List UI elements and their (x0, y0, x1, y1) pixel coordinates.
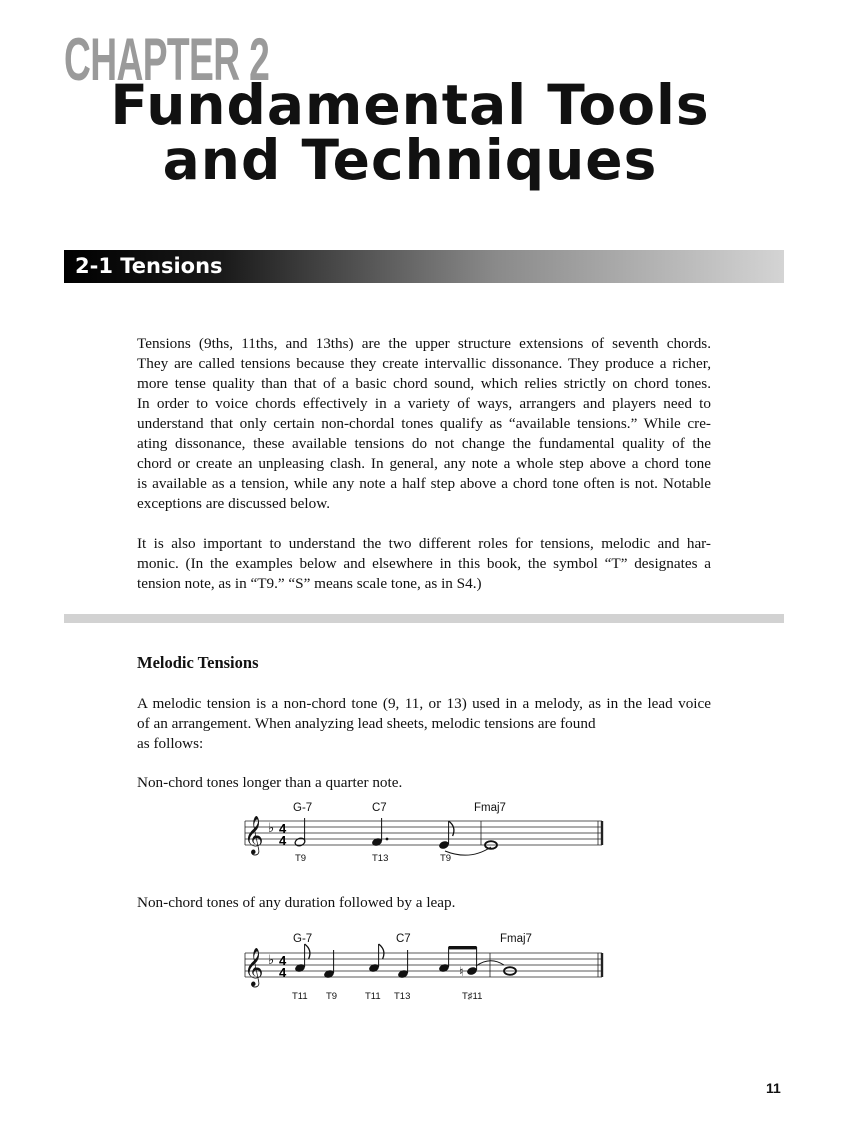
chord-symbol: Fmaj7 (474, 802, 506, 814)
section-heading: 2-1 Tensions (75, 254, 223, 278)
example-1-caption: Non-chord tones longer than a quarter note. (137, 774, 403, 791)
tension-label: T13 (372, 853, 389, 864)
paragraph-line: exceptions are discussed below. (137, 495, 331, 512)
paragraph-line: They are called tensions because they create intervallic dissonance. They produce a richer, (137, 355, 711, 372)
paragraph-line: A melodic tension is a non-chord tone (9, 11, or 13) used in a melody, as in the lead voice (137, 695, 711, 712)
flat-icon: ♭ (268, 953, 275, 968)
paragraph-line: monic. (In the examples below and elsewhere in this book, the symbol “T” designates a (137, 555, 711, 572)
time-signature-bottom: 4 (279, 965, 287, 980)
tension-label: T11 (365, 991, 381, 1002)
paragraph-line: It is also important to understand the two different roles for tensions, melodic and har- (137, 535, 711, 552)
time-signature-bottom: 4 (279, 833, 287, 848)
treble-clef-icon: 𝄞 (244, 947, 264, 986)
chord-symbol: Fmaj7 (500, 933, 532, 945)
paragraph-line: more tense quality than that of a basic chord sound, which relies strictly on chord tones. (137, 375, 711, 392)
chapter-title-line-1: Fundamental Tools (110, 73, 710, 137)
chapter-title (0, 73, 820, 192)
tie (445, 847, 491, 855)
eighth-note (438, 821, 454, 850)
flat-icon: ♭ (268, 821, 275, 836)
melodic-paragraph (137, 694, 711, 754)
paragraph-line: chord or create an unpleasing clash. In general, any note a whole step above a chord tone (137, 455, 711, 472)
roles-paragraph (137, 534, 711, 594)
tension-label: T13 (394, 991, 411, 1002)
example-2-score (240, 927, 610, 1007)
chord-symbol: G-7 (293, 802, 313, 814)
dotted-quarter-note (371, 818, 388, 847)
section-divider (64, 614, 784, 623)
chapter-label: CHAPTER 2 (64, 26, 270, 93)
time-signature-top: 4 (279, 821, 287, 836)
chord-symbol: C7 (396, 933, 411, 945)
page-number: 11 (766, 1080, 781, 1096)
time-signature-top: 4 (279, 953, 287, 968)
paragraph-line: of an arrangement. When analyzing lead sheets, melodic tensions are found (137, 715, 596, 732)
example-2-caption: Non-chord tones of any duration followed by a leap. (137, 894, 456, 911)
chord-symbol: C7 (372, 802, 387, 814)
intro-paragraph (137, 334, 711, 514)
example-1-score (240, 796, 610, 868)
tension-label: T9 (326, 991, 338, 1002)
tension-label: T9 (295, 853, 307, 864)
melodic-tensions-heading: Melodic Tensions (137, 653, 259, 672)
paragraph-line: Tensions (9ths, 11ths, and 13ths) are the upper structure extensions of seventh chords. (137, 335, 711, 352)
tension-label: T9 (440, 853, 452, 864)
eighth-note (368, 944, 384, 973)
paragraph-line: is available as a tension, while any note a half step above a chord tone often is not. Notable (137, 475, 711, 492)
paragraph-line: ating dissonance, these available tensions do not change the fundamental quality of the (137, 435, 711, 452)
tension-label: T11 (292, 991, 308, 1002)
half-note (294, 818, 306, 847)
chord-symbol: G-7 (293, 933, 313, 945)
paragraph-line: as follows: (137, 735, 204, 752)
treble-clef-icon: 𝄞 (244, 815, 264, 854)
section-heading-bar (64, 250, 784, 283)
beamed-eighth-notes (438, 946, 478, 976)
quarter-note (397, 950, 409, 979)
paragraph-line: understand that only certain non-chordal tones qualify as “available tensions.” While cre- (137, 415, 711, 432)
tension-label: T♯11 (462, 991, 483, 1002)
quarter-note (323, 950, 335, 979)
paragraph-line: tension note, as in “T9.” “S” means scale tone, as in S4.) (137, 575, 482, 592)
staff-lines (245, 821, 602, 845)
chapter-title-line-2: and Techniques (162, 128, 658, 192)
natural-icon: ♮ (459, 965, 464, 980)
eighth-note (294, 944, 310, 973)
paragraph-line: In order to voice chords effectively in a variety of ways, arrangers and players need to (137, 395, 711, 412)
